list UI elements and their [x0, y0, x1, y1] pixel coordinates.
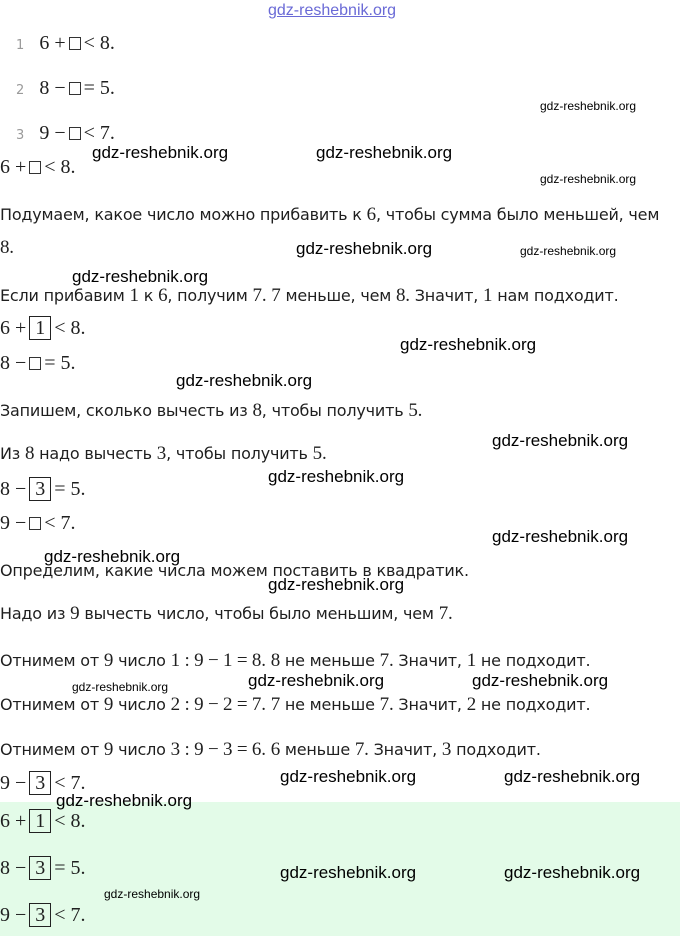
answer-box: 1 [29, 316, 51, 340]
answer-box: 3 [29, 856, 51, 880]
answer-equation: 9 − 3 < 7. [0, 904, 86, 926]
task-2 [16, 77, 115, 100]
task-expression-right: < 8. [83, 32, 115, 54]
task-1 [16, 32, 115, 55]
answer-equation: 6 + 1 < 8. [0, 810, 86, 832]
task-3 [16, 122, 115, 145]
paragraph: Определим, какие числа можем поставить в квадратик. [0, 561, 469, 580]
watermark: gdz-reshebnik.org [492, 431, 629, 450]
equation: 6 + 1 < 8. [0, 317, 86, 339]
watermark: gdz-reshebnik.org [280, 863, 417, 882]
empty-square-icon [29, 161, 41, 174]
paragraph: Из 8 надо вычесть 3, чтобы получить 5. [0, 443, 327, 464]
task-expression-right: < 7. [83, 122, 115, 144]
equation [0, 156, 76, 179]
task-expression-right: = 5. [83, 77, 115, 99]
paragraph: Надо из 9 вычесть число, чтобы было меньшим, чем 7. [0, 603, 453, 624]
equation: 9 − 3 < 7. [0, 772, 86, 794]
watermark[interactable]: gdz-reshebnik.org [268, 2, 397, 19]
watermark: gdz-reshebnik.org [504, 863, 641, 882]
empty-square-icon [69, 37, 81, 50]
watermark: gdz-reshebnik.org [316, 143, 453, 162]
task-expression-left: 9 − [39, 122, 66, 144]
watermark: gdz-reshebnik.org [72, 267, 209, 286]
watermark: gdz-reshebnik.org [504, 767, 641, 786]
watermark: gdz-reshebnik.org [44, 547, 181, 566]
watermark: gdz-reshebnik.org [248, 671, 385, 690]
equation-left: 6 + [0, 156, 27, 178]
watermark: gdz-reshebnik.org [56, 791, 193, 810]
watermark: gdz-reshebnik.org [268, 467, 405, 486]
answer-box: 3 [29, 771, 51, 795]
equation-right: < 8. [44, 156, 76, 178]
watermark: gdz-reshebnik.org [72, 680, 169, 694]
answer-box: 3 [29, 903, 51, 927]
watermark: gdz-reshebnik.org [540, 172, 637, 186]
watermark: gdz-reshebnik.org [176, 371, 313, 390]
watermark: gdz-reshebnik.org [540, 99, 637, 113]
task-expression-left: 6 + [39, 32, 66, 54]
watermark: gdz-reshebnik.org [472, 671, 609, 690]
equation: 8 − 3 = 5. [0, 478, 86, 500]
paragraph: Отнимем от 9 число 2 : 9 − 2 = 7. 7 не меньше 7. Значит, 2 не подходит. [0, 694, 591, 715]
task-number: 2 [16, 83, 25, 98]
paragraph: Отнимем от 9 число 3 : 9 − 3 = 6. 6 меньше 7. Значит, 3 подходит. [0, 739, 541, 760]
task-number: 3 [16, 128, 25, 143]
watermark: gdz-reshebnik.org [520, 244, 617, 258]
answer-box: 1 [29, 809, 51, 833]
task-number: 1 [16, 38, 25, 53]
empty-square-icon [29, 357, 41, 370]
answer-equation: 8 − 3 = 5. [0, 857, 86, 879]
watermark: gdz-reshebnik.org [268, 575, 405, 594]
paragraph: Запишем, сколько вычесть из 8, чтобы получить 5. [0, 400, 423, 421]
paragraph: Отнимем от 9 число 1 : 9 − 1 = 8. 8 не меньше 7. Значит, 1 не подходит. [0, 650, 591, 671]
empty-square-icon [69, 82, 81, 95]
watermark: gdz-reshebnik.org [296, 239, 433, 258]
empty-square-icon [29, 517, 41, 530]
paragraph: Подумаем, какое число можно прибавить к 6, чтобы сумма было меньшей, чем [0, 204, 660, 225]
watermark: gdz-reshebnik.org [492, 527, 629, 546]
watermark: gdz-reshebnik.org [280, 767, 417, 786]
equation: 8 − = 5. [0, 352, 76, 374]
paragraph-continuation: 8. [0, 237, 14, 258]
paragraph: Если прибавим 1 к 6, получим 7. 7 меньше, чем 8. Значит, 1 нам подходит. [0, 285, 619, 306]
watermark: gdz-reshebnik.org [104, 887, 201, 901]
answer-box: 3 [29, 477, 51, 501]
task-expression-left: 8 − [39, 77, 66, 99]
watermark: gdz-reshebnik.org [400, 335, 537, 354]
empty-square-icon [69, 127, 81, 140]
watermark: gdz-reshebnik.org [92, 143, 229, 162]
equation: 9 − < 7. [0, 512, 76, 534]
